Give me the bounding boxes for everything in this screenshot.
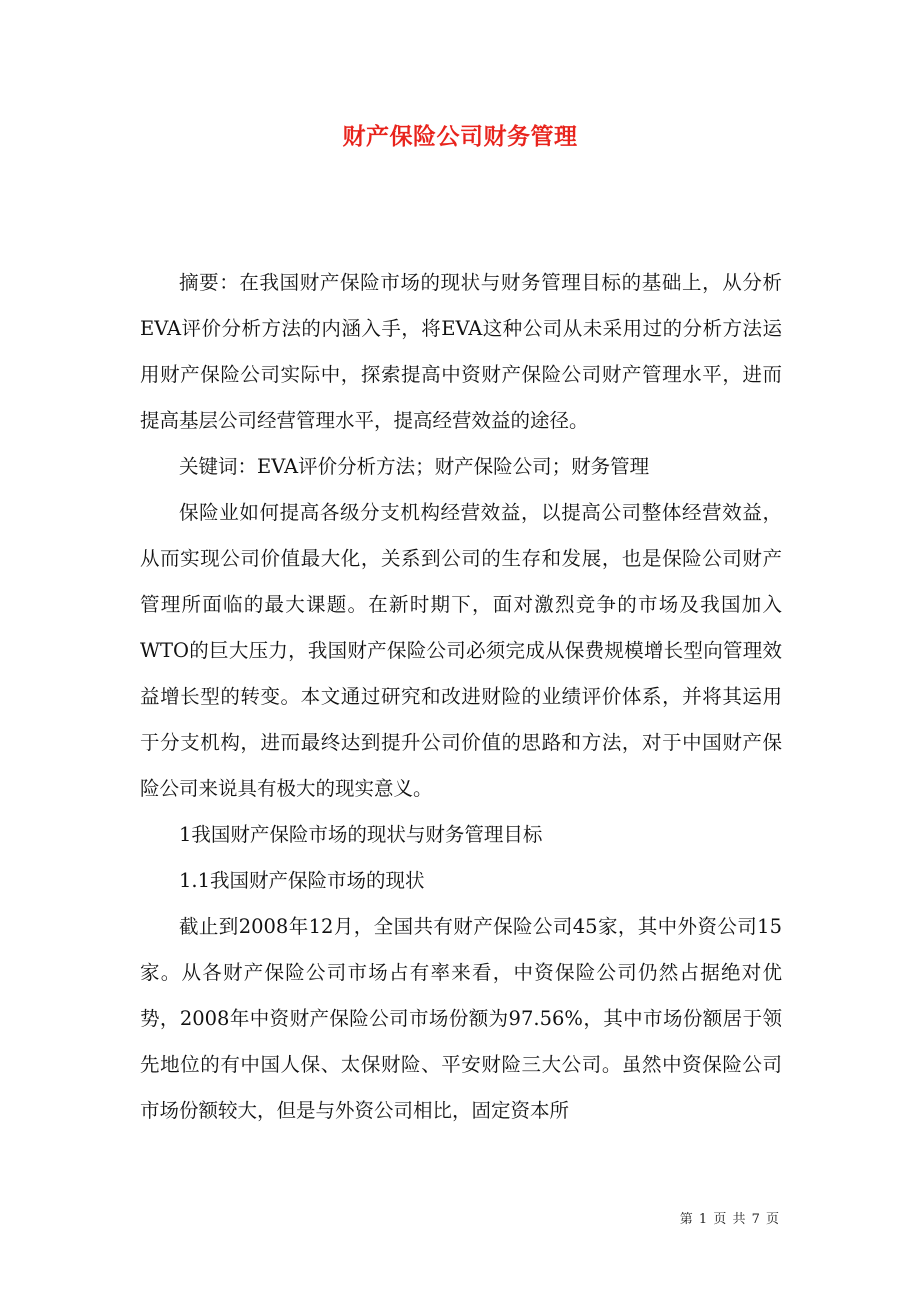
- section-heading-1: 1我国财产保险市场的现状与财务管理目标: [179, 823, 543, 846]
- abstract-paragraph: 摘要：在我国财产保险市场的现状与财务管理目标的基础上，从分析EVA评价分析方法的内涵入手，将EVA这种公司从未采用过的分析方法运用财产保险公司实际中，探索提高中资财产保险公司财产管理水平，进而提高基层公司经营管理水平，提高经营效益的途径。: [140, 271, 782, 432]
- document-title: 财产保险公司财务管理: [342, 124, 578, 150]
- intro-paragraph: 保险业如何提高各级分支机构经营效益，以提高公司整体经营效益，从而实现公司价值最大化，关系到公司的生存和发展，也是保险公司财产管理所面临的最大课题。在新时期下，面对激烈竞争的市场及我国加入WTO的巨大压力，我国财产保险公司必须完成从保费规模增长型向管理效益增长型的转变。本文通过研究和改进财险的业绩评价体系，并将其运用于分支机构，进而最终达到提升公司价值的思路和方法，对于中国财产保险公司来说具有极大的现实意义。: [140, 501, 782, 800]
- document-body: [140, 260, 782, 1134]
- section-heading-1-1: 1.1我国财产保险市场的现状: [179, 869, 425, 892]
- page-footer: 第 1 页 共 7 页: [679, 1212, 780, 1227]
- keywords-paragraph: 关键词：EVA评价分析方法；财产保险公司；财务管理: [179, 455, 650, 478]
- market-paragraph: 截止到2008年12月，全国共有财产保险公司45家，其中外资公司15家。从各财产保险公司市场占有率来看，中资保险公司仍然占据绝对优势，2008年中资财产保险公司市场份额为97.56%，其中市场份额居于领先地位的有中国人保、太保财险、平安财险三大公司。虽然中资保险公司市场份额较大，但是与外资公司相比，固定资本所: [140, 915, 782, 1122]
